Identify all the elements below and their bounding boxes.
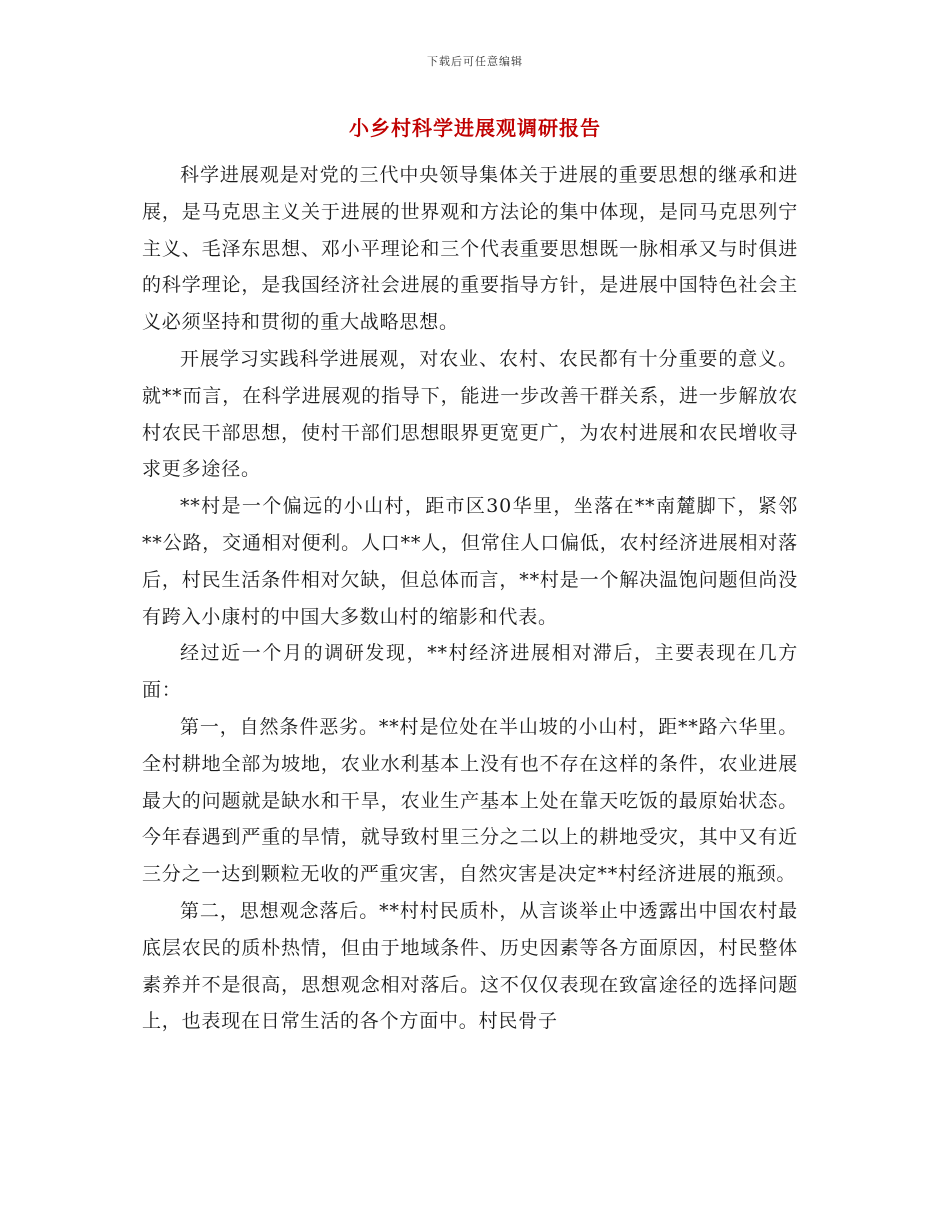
paragraph-village-overview: **村是一个偏远的小山村，距市区30华里，坐落在**南麓脚下，紧邻**公路，交通相对便利。人口**人，但常住人口偏低，农村经济进展相对落后，村民生活条件相对欠缺，但总体而言，**村是一个解决温饱问题但尚没有跨入小康村的中国大多数山村的缩影和代表。 [142, 495, 798, 628]
page-header-note: 下载后可任意编辑 [427, 55, 523, 68]
paragraph-natural-conditions: 第一，自然条件恶劣。**村是位处在半山坡的小山村，距**路六华里。全村耕地全部为坡地，农业水利基本上没有也不存在这样的条件，农业进展最大的问题就是缺水和干旱，农业生产基本上处在靠天吃饭的最原始状态。今年春遇到严重的旱情，就导致村里三分之二以上的耕地受灾，其中又有近三分之一达到颗粒无收的严重灾害，自然灾害是决定**村经济进展的瓶颈。 [142, 715, 798, 886]
paragraph-intro: 科学进展观是对党的三代中央领导集体关于进展的重要思想的继承和进展，是马克思主义关于进展的世界观和方法论的集中体现，是同马克思列宁主义、毛泽东思想、邓小平理论和三个代表重要思想既一脉相承又与时俱进的科学理论，是我国经济社会进展的重要指导方针，是进展中国特色社会主义必须坚持和贯彻的重大战略思想。 [142, 164, 798, 334]
paragraph-findings-intro: 经过近一个月的调研发现，**村经济进展相对滞后，主要表现在几方面： [142, 642, 798, 702]
paragraph-mindset: 第二，思想观念落后。**村村民质朴，从言谈举止中透露出中国农村最底层农民的质朴热情，但由于地域条件、历史因素等各方面原因，村民整体素养并不是很高，思想观念相对落后。这不仅仅表现在致富途径的选择问题上，也表现在日常生活的各个方面中。村民骨子 [142, 899, 798, 1033]
paragraph-significance: 开展学习实践科学进展观，对农业、农村、农民都有十分重要的意义。就**而言，在科学进展观的指导下，能进一步改善干群关系，进一步解放农村农民干部思想，使村干部们思想眼界更宽更广，为农村进展和农民增收寻求更多途径。 [142, 347, 798, 481]
document-body [142, 157, 798, 1040]
document-title: 小乡村科学进展观调研报告 [349, 116, 601, 140]
